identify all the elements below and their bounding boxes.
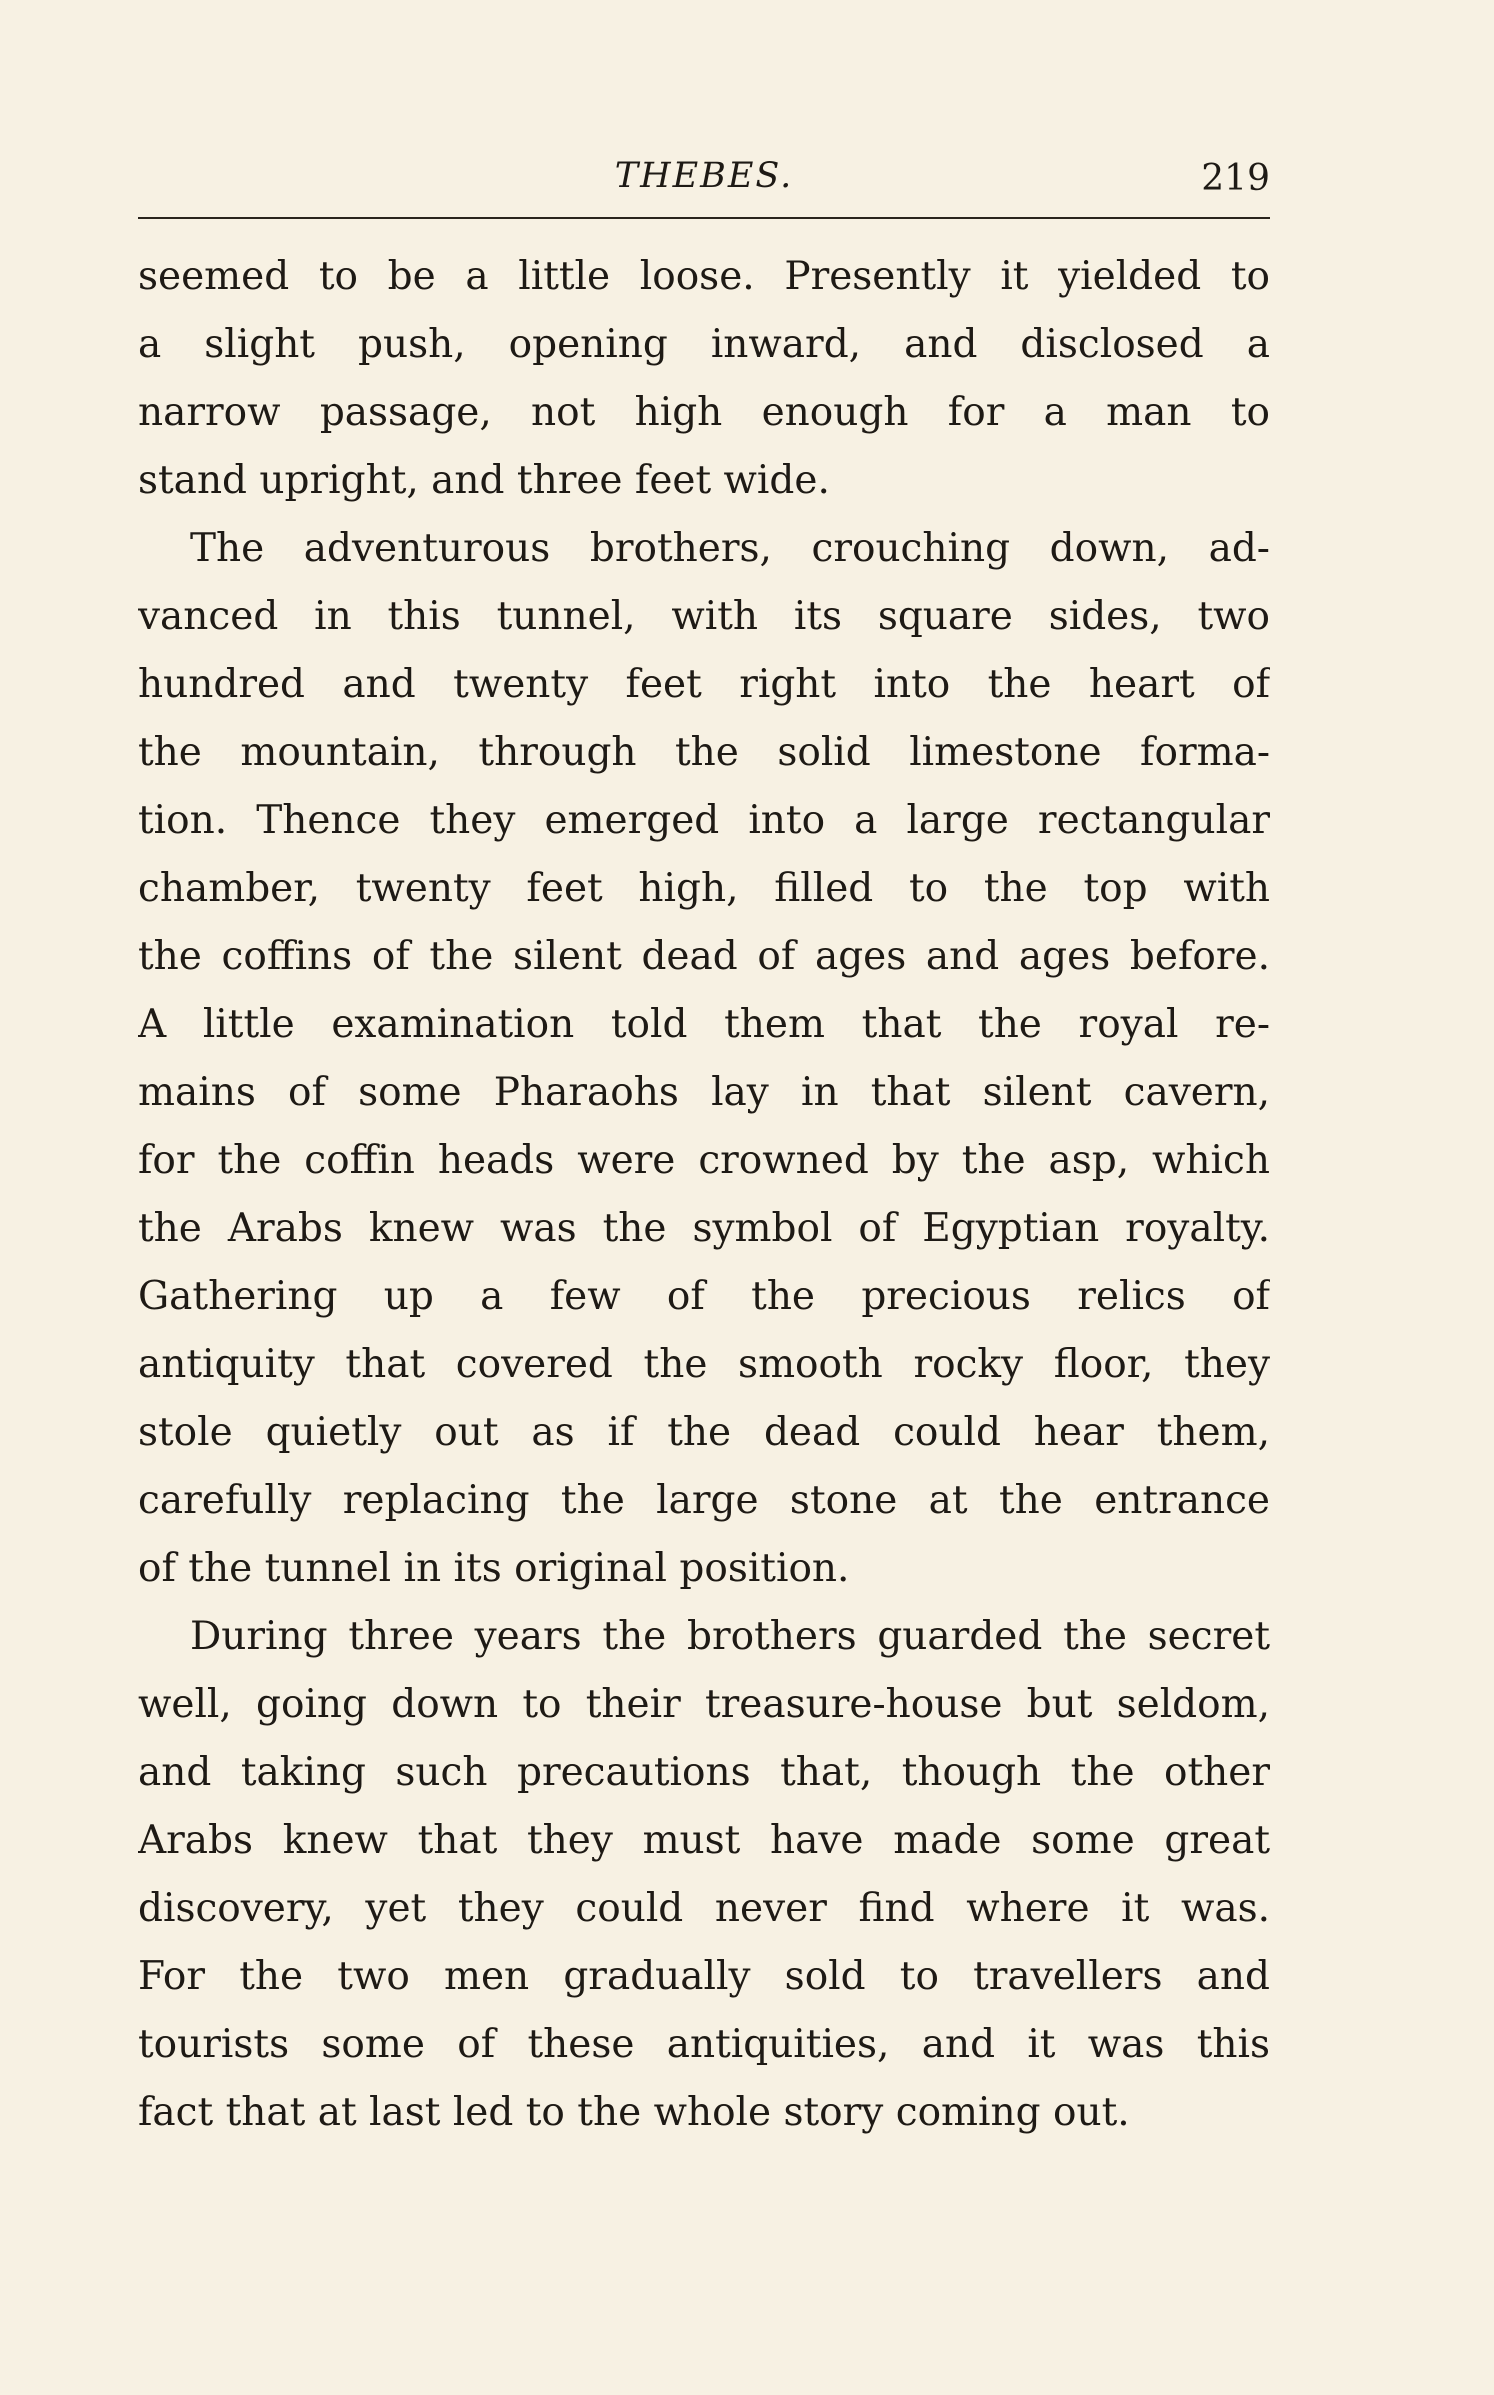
page-number: 219 xyxy=(1201,158,1270,199)
text-line: tourists some of these antiquities, and it was this xyxy=(138,2022,1270,2067)
text-line: vanced in this tunnel, with its square sides, two xyxy=(138,594,1270,639)
text-line: antiquity that covered the smooth rocky floor, they xyxy=(138,1342,1270,1387)
text-line: tion. Thence they emerged into a large rectangular xyxy=(138,798,1270,843)
page-header xyxy=(138,150,1270,220)
text-line: stand upright, and three feet wide. xyxy=(138,458,830,503)
text-line: The adventurous brothers, crouching down, ad- xyxy=(190,526,1270,571)
text-line: stole quietly out as if the dead could hear them, xyxy=(138,1410,1270,1455)
text-line: Gathering up a few of the precious relics of xyxy=(138,1274,1270,1319)
text-line: well, going down to their treasure-house but seldom, xyxy=(138,1682,1270,1727)
text-line: seemed to be a little loose. Presently it yielded to xyxy=(138,254,1270,299)
paragraph-3 xyxy=(138,1603,1270,2147)
paragraph-1 xyxy=(138,243,1270,515)
text-line: Arabs knew that they must have made some great xyxy=(138,1818,1270,1863)
text-line: carefully replacing the large stone at the entrance xyxy=(138,1478,1270,1523)
text-line: the coffins of the silent dead of ages and ages before. xyxy=(138,934,1270,979)
text-line: discovery, yet they could never find where it was. xyxy=(138,1886,1270,1931)
text-line: of the tunnel in its original position. xyxy=(138,1546,850,1591)
text-line: for the coffin heads were crowned by the asp, which xyxy=(138,1138,1270,1183)
text-line: fact that at last led to the whole story coming out. xyxy=(138,2090,1130,2135)
body-text xyxy=(138,243,1270,2147)
text-line: narrow passage, not high enough for a man to xyxy=(138,390,1270,435)
text-line: For the two men gradually sold to travellers and xyxy=(138,1954,1270,1999)
header-rule xyxy=(138,217,1270,219)
text-line: During three years the brothers guarded the secret xyxy=(190,1614,1270,1659)
running-title: THEBES. xyxy=(614,156,794,196)
text-line: and taking such precautions that, though the other xyxy=(138,1750,1270,1795)
text-line: the Arabs knew was the symbol of Egyptian royalty. xyxy=(138,1206,1270,1251)
text-line: chamber, twenty feet high, filled to the top with xyxy=(138,866,1270,911)
paragraph-2 xyxy=(138,515,1270,1603)
text-line: hundred and twenty feet right into the heart of xyxy=(138,662,1270,707)
text-line: A little examination told them that the royal re- xyxy=(138,1002,1270,1047)
text-line: the mountain, through the solid limestone forma- xyxy=(138,730,1270,775)
text-line: a slight push, opening inward, and disclosed a xyxy=(138,322,1270,367)
text-line: mains of some Pharaohs lay in that silent cavern, xyxy=(138,1070,1270,1115)
